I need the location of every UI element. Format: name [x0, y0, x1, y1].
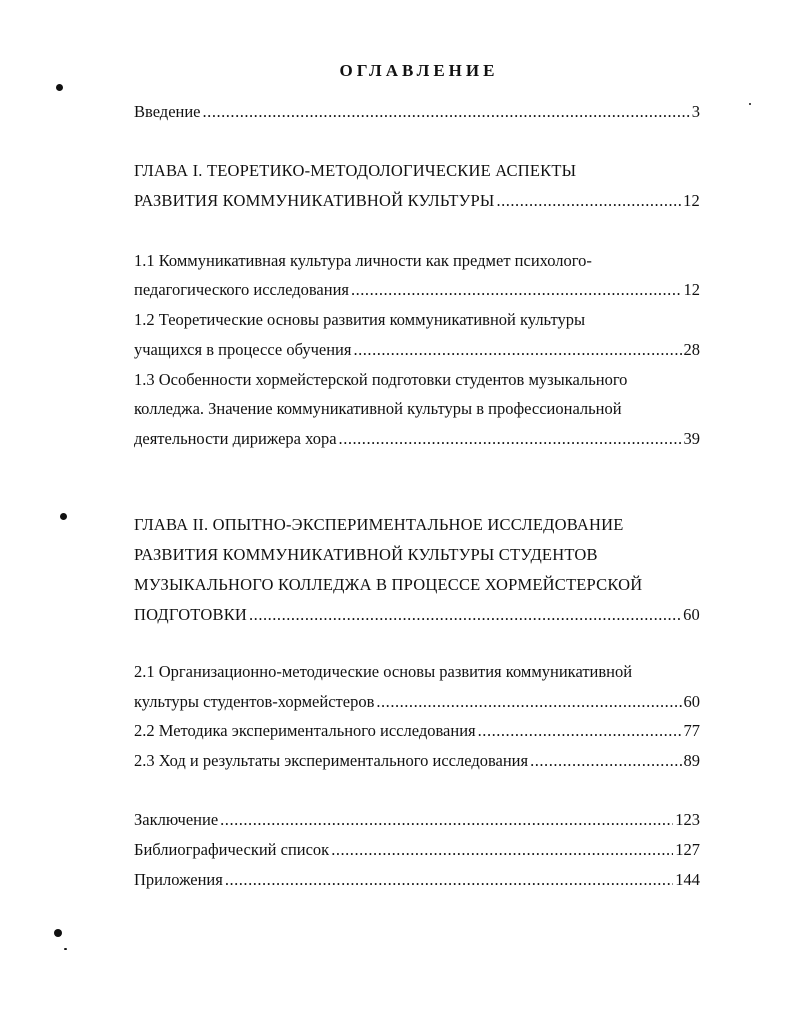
toc-entry-intro[interactable]: [134, 101, 700, 123]
toc-entry-appendices[interactable]: [134, 869, 700, 891]
toc-entry-label: Приложения: [134, 870, 223, 889]
chapter-1-heading-line-2: РАЗВИТИЯ КОММУНИКАТИВНОЙ КУЛЬТУРЫ: [134, 191, 495, 210]
section-2-1-line-2: культуры студентов-хормейстеров: [134, 692, 375, 711]
page-title: ОГЛАВЛЕНИЕ: [339, 61, 499, 80]
dot-leader: [496, 190, 681, 212]
section-1-2-line-1: 1.2 Теоретические основы развития коммуникативной культуры: [134, 310, 586, 329]
toc-entry-section-2-2[interactable]: [134, 720, 700, 742]
dot-leader: [376, 691, 681, 713]
toc-entry-section-1-3[interactable]: [134, 428, 700, 450]
dot-leader: [203, 101, 690, 123]
chapter-1-heading-line-1: ГЛАВА I. ТЕОРЕТИКО-МЕТОДОЛОГИЧЕСКИЕ АСПЕКТЫ: [134, 161, 577, 180]
scan-speck: [54, 929, 62, 937]
toc-page-number: 28: [683, 340, 700, 359]
toc-entry-section-2-3[interactable]: [134, 750, 700, 772]
toc-page-number: 144: [675, 870, 700, 889]
toc-entry-section-1-1[interactable]: [134, 279, 700, 301]
toc-page-number: 127: [675, 840, 700, 859]
toc-entry-label: Введение: [134, 102, 201, 121]
toc-entry-conclusion[interactable]: [134, 809, 700, 831]
section-1-2-line-2: учащихся в процессе обучения: [134, 340, 352, 359]
toc-page-number: 3: [691, 102, 700, 121]
toc-page-number: 60: [683, 692, 700, 711]
dot-leader: [478, 720, 682, 742]
dot-leader: [351, 279, 682, 301]
chapter-2-heading-line-1: ГЛАВА II. ОПЫТНО-ЭКСПЕРИМЕНТАЛЬНОЕ ИССЛЕДОВАНИЕ: [134, 515, 624, 534]
toc-page-number: 77: [683, 721, 700, 740]
dot-leader: [530, 750, 681, 772]
dot-leader: [225, 869, 673, 891]
section-1-3-line-2: колледжа. Значение коммуникативной культуры в профессиональной: [134, 399, 622, 418]
toc-page-number: 60: [683, 605, 700, 624]
dot-leader: [249, 604, 681, 626]
chapter-2-heading-line-4: ПОДГОТОВКИ: [134, 605, 248, 624]
toc-page-number: 123: [675, 810, 700, 829]
section-1-3-line-3: деятельности дирижера хора: [134, 429, 337, 448]
section-1-1-line-1: 1.1 Коммуникативная культура личности как предмет психолого-: [134, 251, 592, 270]
toc-entry-section-1-2[interactable]: [134, 339, 700, 361]
dot-leader: [339, 428, 682, 450]
scan-speck: [749, 103, 751, 105]
chapter-2-heading-line-2: РАЗВИТИЯ КОММУНИКАТИВНОЙ КУЛЬТУРЫ СТУДЕНТОВ: [134, 545, 598, 564]
dot-leader: [353, 339, 681, 361]
toc-entry-label: Заключение: [134, 810, 219, 829]
dot-leader: [220, 809, 673, 831]
toc-entry-label: Библиографический список: [134, 840, 330, 859]
toc-page-number: 12: [683, 280, 700, 299]
chapter-2-heading-line-3: МУЗЫКАЛЬНОГО КОЛЛЕДЖА В ПРОЦЕССЕ ХОРМЕЙСТЕРСКОЙ: [134, 575, 643, 594]
section-2-1-line-1: 2.1 Организационно-методические основы развития коммуникативной: [134, 662, 633, 681]
toc-page-number: 12: [683, 191, 700, 210]
scan-speck: [64, 948, 67, 950]
scan-speck: [56, 84, 63, 91]
toc-entry-chapter-1[interactable]: [134, 190, 700, 212]
toc-entry-section-2-1[interactable]: [134, 691, 700, 713]
toc-page-number: 39: [683, 429, 700, 448]
dot-leader: [331, 839, 673, 861]
scan-speck: [60, 513, 67, 520]
section-2-3-line-1: 2.3 Ход и результаты экспериментального исследования: [134, 751, 529, 770]
toc-page-number: 89: [683, 751, 700, 770]
toc-entry-bibliography[interactable]: [134, 839, 700, 861]
toc-entry-chapter-2[interactable]: [134, 604, 700, 626]
section-2-2-line-1: 2.2 Методика экспериментального исследования: [134, 721, 476, 740]
section-1-3-line-1: 1.3 Особенности хормейстерской подготовки студентов музыкального: [134, 370, 628, 389]
section-1-1-line-2: педагогического исследования: [134, 280, 349, 299]
